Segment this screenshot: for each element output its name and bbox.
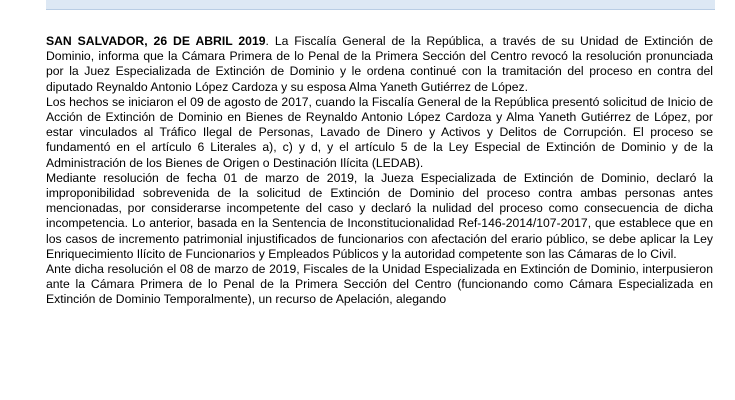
paragraph-1 — [46, 34, 713, 95]
paragraph-3: Mediante resolución de fecha 01 de marzo de 2019, la Jueza Especializada de Extinción de Dominio, declaró la improponibilidad sobrevenida de la solicitud de Extinción de Dominio del proceso contra ambas personas antes mencionadas, por considerarse incompetente del caso y declaró la nulidad del proceso como consecuencia de dicha incompetencia. Lo anterior, basada en la Sentencia de Inconstitucionalidad Ref-146-2014/107-2017, que establece que en los casos de incremento patrimonial injustificados de funcionarios con afectación del erario público, se debe aplicar la Ley Enriquecimiento Ilícito de Funcionarios y Empleados Públicos y la autoridad competente son las Cámaras de lo Civil. — [46, 170, 713, 261]
paragraph-4: Ante dicha resolución el 08 de marzo de 2019, Fiscales de la Unidad Especializada en Extinción de Dominio, interpusieron ante la Cámara Primera de lo Penal de la Primera Sección del Centro (funcionando como Cámara Especializada en Extinción de Dominio Temporalmente), un recurso de Apelación, alegando — [46, 262, 713, 307]
header-band — [46, 0, 715, 10]
dateline: SAN SALVADOR, 26 DE ABRIL 2019 — [46, 34, 266, 48]
paragraph-2: Los hechos se iniciaron el 09 de agosto de 2017, cuando la Fiscalía General de la República presentó solicitud de Inicio de Acción de Extinción de Dominio en Bienes de Reynaldo Antonio López Cardoza y Alma Yaneth Gutiérrez de López, por estar vinculados al Tráfico Ilegal de Personas, Lavado de Dinero y Activos y Delitos de Corrupción. El proceso se fundamentó en el artículo 6 Literales a), c) y d, y el artículo 5 de la Ley Especial de Extinción de Dominio y de la Administración de los Bienes de Origen o Destinación Ilícita (LEDAB). — [46, 94, 713, 170]
paragraph-1-text: . La Fiscalía General de la República, a través de su Unidad de Extinción de Dominio, informa que la Cámara Primera de lo Penal de la Primera Sección del Centro revocó la resolución pronunciada por la Juez Especializada de Extinción de Dominio y le ordena continué con la tramitación del proceso en contra del diputado Reynaldo Antonio López Cardoza y su esposa Alma Yaneth Gutiérrez de López. — [46, 34, 713, 94]
press-release-body — [46, 34, 713, 308]
